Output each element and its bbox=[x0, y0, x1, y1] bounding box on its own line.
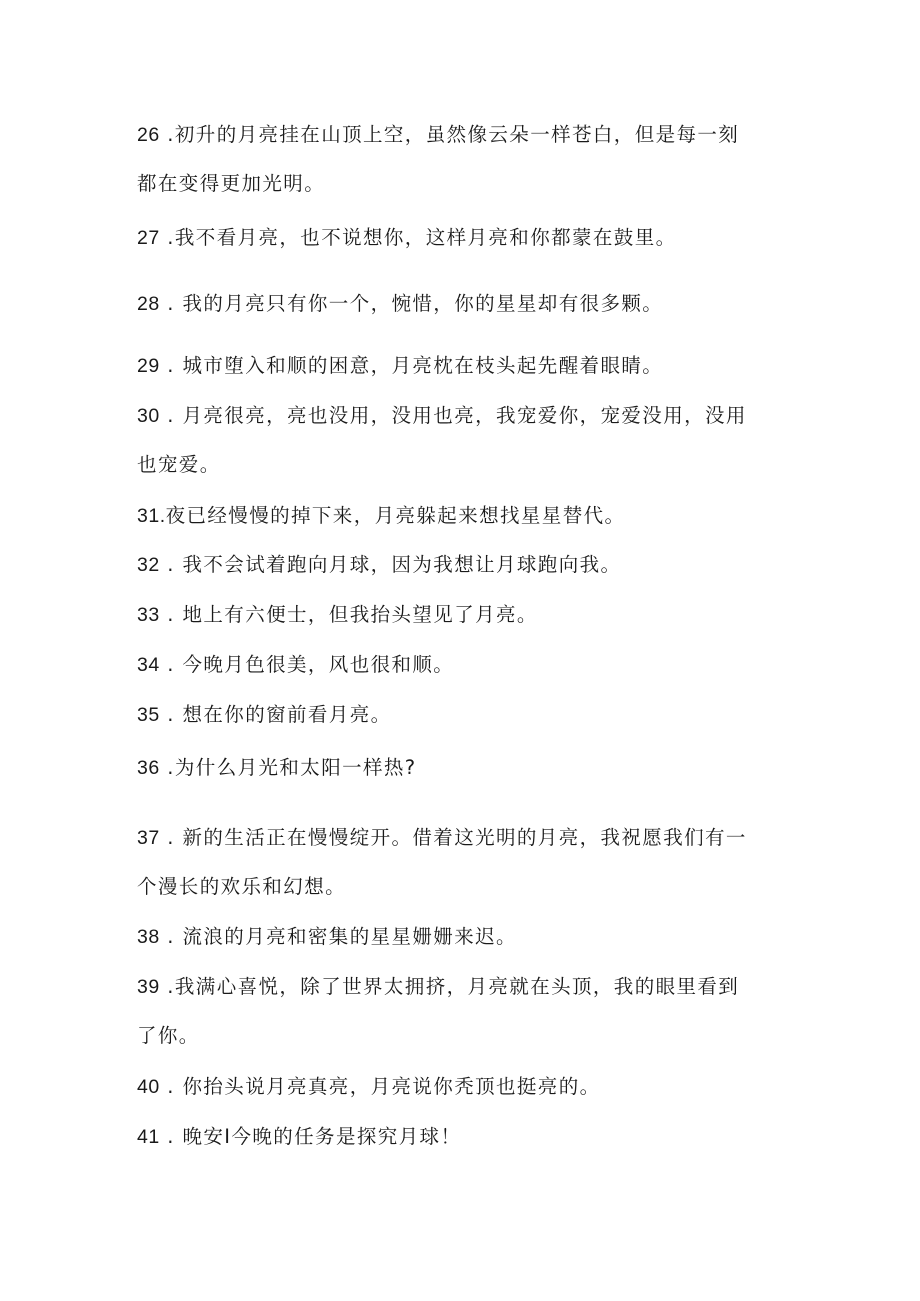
item-30-line-2: 也宠爱。 bbox=[137, 453, 221, 476]
item-33: 33 . 地上有六便士，但我抬头望见了月亮。 bbox=[137, 603, 538, 626]
item-41: 41 . 晚安I今晚的任务是探究月球！ bbox=[137, 1125, 462, 1148]
item-26-line-1: 26 .初升的月亮挂在山顶上空，虽然像云朵一样苍白，但是每一刻 bbox=[137, 123, 740, 146]
item-27: 27 .我不看月亮，也不说想你，这样月亮和你都蒙在鼓里。 bbox=[137, 226, 677, 249]
item-26-line-2: 都在变得更加光明。 bbox=[137, 172, 326, 195]
item-38: 38 . 流浪的月亮和密集的星星姗姗来迟。 bbox=[137, 925, 517, 948]
item-39-line-2: 了你。 bbox=[137, 1024, 200, 1047]
item-39-line-1: 39 .我满心喜悦，除了世界太拥挤，月亮就在头顶，我的眼里看到 bbox=[137, 975, 740, 998]
item-40: 40 . 你抬头说月亮真亮，月亮说你秃顶也挺亮的。 bbox=[137, 1075, 601, 1098]
item-34: 34 . 今晚月色很美，风也很和顺。 bbox=[137, 653, 455, 676]
item-35: 35 . 想在你的窗前看月亮。 bbox=[137, 703, 392, 726]
item-37-line-2: 个漫长的欢乐和幻想。 bbox=[137, 875, 347, 898]
item-37-line-1: 37 . 新的生活正在慢慢绽开。借着这光明的月亮，我祝愿我们有一 bbox=[137, 826, 747, 849]
item-31: 31.夜已经慢慢的掉下来，月亮躲起来想找星星替代。 bbox=[137, 504, 626, 527]
item-36: 36 .为什么月光和太阳一样热? bbox=[137, 756, 417, 779]
item-28: 28 . 我的月亮只有你一个，惋惜，你的星星却有很多颗。 bbox=[137, 292, 664, 315]
item-29: 29 . 城市堕入和顺的困意，月亮枕在枝头起先醒着眼睛。 bbox=[137, 354, 664, 377]
item-30-line-1: 30 . 月亮很亮，亮也没用，没用也亮，我宠爱你，宠爱没用，没用 bbox=[137, 404, 747, 427]
item-32: 32 . 我不会试着跑向月球，因为我想让月球跑向我。 bbox=[137, 553, 622, 576]
